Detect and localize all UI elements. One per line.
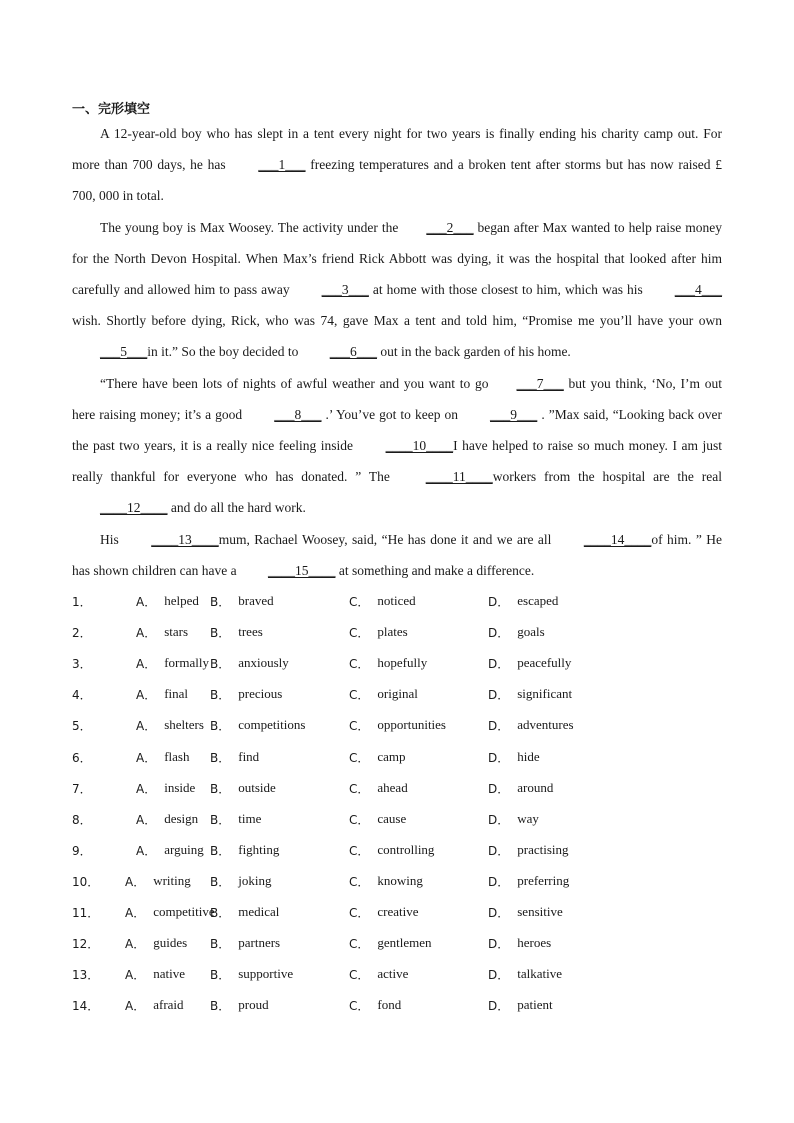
option-c[interactable] — [349, 811, 488, 828]
option-d[interactable] — [488, 935, 608, 952]
cloze-passage — [72, 118, 722, 586]
question-row — [72, 990, 722, 1021]
option-letter: A． — [136, 626, 157, 641]
option-a[interactable] — [136, 624, 210, 641]
option-a[interactable] — [136, 655, 210, 672]
option-letter: B． — [210, 968, 231, 983]
option-letter: B． — [210, 843, 231, 858]
blank-8: ___8___ — [274, 406, 322, 422]
option-c[interactable] — [349, 966, 488, 983]
question-row — [72, 617, 722, 648]
option-text: shelters — [164, 717, 204, 733]
option-letter: A． — [136, 719, 157, 734]
question-row — [72, 959, 722, 990]
option-d[interactable] — [488, 593, 608, 610]
option-a[interactable] — [136, 842, 210, 859]
option-c[interactable] — [349, 749, 488, 766]
question-row — [72, 897, 722, 928]
option-text: preferring — [517, 872, 570, 888]
question-row — [72, 586, 722, 617]
option-text: helped — [164, 593, 199, 609]
option-letter: C． — [349, 750, 370, 765]
option-c[interactable] — [349, 997, 488, 1014]
option-text: partners — [238, 935, 281, 951]
option-text: heroes — [517, 935, 552, 951]
option-b[interactable] — [210, 904, 349, 921]
option-b[interactable] — [210, 780, 349, 797]
option-letter: C． — [349, 812, 370, 827]
option-a[interactable] — [125, 935, 210, 952]
option-letter: C． — [349, 968, 370, 983]
blank-2: ___2___ — [426, 219, 474, 235]
passage-text: at something and make a difference. — [335, 562, 535, 578]
passage-text: at home with those closest to him, which was his — [368, 282, 647, 298]
option-letter: D． — [488, 843, 510, 858]
passage-text: .’ You’ve got to keep on — [321, 406, 463, 422]
option-letter: C． — [349, 595, 370, 610]
option-a[interactable] — [136, 780, 210, 797]
option-b[interactable] — [210, 935, 349, 952]
option-letter: B． — [210, 812, 231, 827]
option-text: original — [377, 686, 418, 702]
passage-text: but you think, ‘No, I’m out here raising money; it’s a good — [72, 375, 722, 422]
option-d[interactable] — [488, 780, 608, 797]
option-letter: C． — [349, 781, 370, 796]
blank-13: ____13____ — [151, 531, 219, 547]
passage-text: freezing temperatures and a broken tent after storms but has now raised £ 700, 000 in total. — [72, 157, 723, 204]
option-text: fighting — [238, 841, 280, 857]
option-letter: D． — [488, 874, 510, 889]
option-text: plates — [377, 624, 408, 640]
question-number: 13． — [72, 968, 100, 983]
option-text: hide — [517, 748, 540, 764]
option-d[interactable] — [488, 966, 608, 983]
option-text: goals — [517, 624, 545, 640]
option-text: flash — [164, 748, 190, 764]
option-d[interactable] — [488, 655, 608, 672]
option-text: guides — [153, 935, 188, 951]
option-letter: C． — [349, 999, 370, 1014]
option-letter: A． — [136, 657, 157, 672]
option-letter: A． — [136, 843, 157, 858]
option-text: anxiously — [238, 655, 289, 671]
option-text: opportunities — [377, 717, 446, 733]
option-letter: C． — [349, 657, 370, 672]
option-letter: A． — [125, 905, 146, 920]
passage-text: workers from the hospital are the real — [492, 469, 722, 485]
option-text: competitive — [153, 903, 215, 919]
option-letter: B． — [210, 999, 231, 1014]
option-c[interactable] — [349, 904, 488, 921]
option-letter: D． — [488, 595, 510, 610]
option-text: creative — [377, 903, 419, 919]
option-letter: B． — [210, 688, 231, 703]
question-number: 10． — [72, 874, 100, 889]
option-d[interactable] — [488, 624, 608, 641]
question-row — [72, 804, 722, 835]
option-text: medical — [238, 903, 280, 919]
option-text: knowing — [377, 872, 423, 888]
option-a[interactable] — [136, 717, 210, 734]
option-b[interactable] — [210, 624, 349, 641]
blank-15: ____15____ — [267, 562, 336, 578]
option-text: formally — [164, 655, 209, 671]
option-text: native — [153, 966, 185, 982]
option-text: practising — [517, 841, 569, 857]
option-text: competitions — [238, 717, 306, 733]
question-number: 3． — [72, 657, 92, 672]
option-d[interactable] — [488, 811, 608, 828]
option-letter: D． — [488, 657, 510, 672]
passage-text: “There have been lots of nights of awful weather and you want to go — [100, 375, 489, 391]
option-letter: D． — [488, 750, 510, 765]
passage-text: out in the back garden of his home. — [376, 344, 571, 360]
option-letter: D． — [488, 905, 510, 920]
question-number: 9． — [72, 843, 92, 858]
option-c[interactable] — [349, 935, 488, 952]
option-letter: A． — [136, 750, 157, 765]
passage-text: A 12-year-old boy who has slept in a tent every night for two years is finally ending his charity camp out. For more than 700 days, he has — [72, 126, 722, 173]
blank-3: ___3___ — [321, 282, 369, 298]
option-letter: A． — [125, 999, 146, 1014]
option-text: way — [517, 810, 539, 826]
passage-text: began after Max wanted to help raise money for the North Devon Hospital. When Max’s friend Rick Abbott was dying, it was the hospital that looked after him carefully and allowed him to pass away — [72, 219, 722, 298]
option-text: proud — [238, 997, 269, 1013]
option-text: fond — [377, 997, 402, 1013]
option-c[interactable] — [349, 624, 488, 641]
question-number: 2． — [72, 626, 92, 641]
option-d[interactable] — [488, 842, 608, 859]
option-a[interactable] — [125, 903, 215, 921]
option-letter: C． — [349, 688, 370, 703]
option-letter: A． — [125, 874, 146, 889]
option-text: braved — [238, 593, 274, 609]
option-a[interactable] — [125, 966, 210, 983]
option-text: inside — [164, 779, 196, 795]
option-d[interactable] — [488, 749, 608, 766]
question-number: 5． — [72, 719, 92, 734]
passage-text: . ”Max said, “Looking back over the past two years, it is a really nice feeling inside — [72, 406, 722, 454]
option-text: peacefully — [517, 655, 572, 671]
option-letter: B． — [210, 657, 231, 672]
option-letter: C． — [349, 874, 370, 889]
option-text: stars — [164, 624, 189, 640]
question-row — [72, 741, 722, 772]
option-a[interactable] — [136, 749, 210, 766]
question-number: 4． — [72, 688, 92, 703]
question-number: 7． — [72, 781, 92, 796]
option-letter: D． — [488, 719, 510, 734]
question-number: 1． — [72, 595, 92, 610]
option-b[interactable] — [210, 717, 349, 734]
option-text: sensitive — [517, 903, 563, 919]
question-row — [72, 710, 722, 741]
option-text: controlling — [377, 841, 435, 857]
option-letter: B． — [210, 937, 231, 952]
question-number: 11． — [72, 905, 100, 920]
question-number: 12． — [72, 937, 100, 952]
option-text: find — [238, 748, 260, 764]
option-text: around — [517, 779, 554, 795]
option-text: hopefully — [377, 655, 428, 671]
option-text: arguing — [164, 841, 204, 857]
option-a[interactable] — [125, 997, 210, 1014]
option-c[interactable] — [349, 842, 488, 859]
question-number: 6． — [72, 750, 92, 765]
blank-11: ____11____ — [425, 469, 493, 485]
passage-text: and do all the hard work. — [167, 500, 306, 516]
passage-text: I have helped to raise so much money. I am just really thankful for everyone who has donated. ” The — [72, 438, 722, 485]
question-row — [72, 835, 722, 866]
option-letter: A． — [125, 937, 146, 952]
option-letter: D． — [488, 812, 510, 827]
option-text: precious — [238, 686, 283, 702]
passage-text: His — [100, 531, 124, 547]
option-a[interactable] — [136, 811, 210, 828]
option-b[interactable] — [210, 655, 349, 672]
option-letter: D． — [488, 968, 510, 983]
blank-7: ___7___ — [516, 375, 564, 391]
option-letter: C． — [349, 937, 370, 952]
blank-4: ___4___ — [674, 282, 723, 298]
option-b[interactable] — [210, 593, 349, 610]
option-a[interactable] — [125, 873, 210, 890]
question-row — [72, 773, 722, 804]
option-c[interactable] — [349, 686, 488, 703]
passage-text: of him. ” He has shown children can have a — [72, 531, 722, 578]
option-text: joking — [238, 872, 272, 888]
option-letter: D． — [488, 626, 510, 641]
option-a[interactable] — [136, 593, 210, 610]
question-row — [72, 679, 722, 710]
option-letter: C． — [349, 843, 370, 858]
option-text: patient — [517, 997, 553, 1013]
option-letter: A． — [125, 968, 146, 983]
option-text: design — [164, 810, 199, 826]
option-text: final — [164, 686, 189, 702]
option-letter: A． — [136, 781, 157, 796]
paragraph-1 — [72, 118, 722, 212]
option-d[interactable] — [488, 717, 608, 734]
question-row — [72, 648, 722, 679]
question-row — [72, 866, 722, 897]
question-options-list — [72, 586, 722, 1021]
option-text: escaped — [517, 593, 559, 609]
option-text: trees — [238, 624, 263, 640]
option-text: supportive — [238, 966, 294, 982]
option-b[interactable] — [210, 811, 349, 828]
passage-text: mum, Rachael Woosey, said, “He has done it and we are all — [218, 531, 556, 547]
question-number: 14． — [72, 999, 100, 1014]
option-c[interactable] — [349, 655, 488, 672]
option-letter: C． — [349, 719, 370, 734]
question-number: 8． — [72, 812, 92, 827]
option-b[interactable] — [210, 749, 349, 766]
paragraph-3 — [72, 368, 722, 524]
blank-12: ____12____ — [100, 500, 168, 516]
blank-9: ___9___ — [490, 406, 538, 422]
paragraph-4 — [72, 524, 722, 586]
option-text: significant — [517, 686, 573, 702]
option-letter: D． — [488, 937, 510, 952]
option-text: adventures — [517, 717, 574, 733]
option-c[interactable] — [349, 717, 488, 734]
option-letter: C． — [349, 905, 370, 920]
option-text: active — [377, 966, 409, 982]
option-letter: D． — [488, 688, 510, 703]
option-letter: B． — [210, 719, 231, 734]
option-c[interactable] — [349, 593, 488, 610]
option-letter: B． — [210, 905, 231, 920]
option-d[interactable] — [488, 686, 608, 703]
question-row — [72, 928, 722, 959]
passage-text: wish. Shortly before dying, Rick, who was 74, gave Max a tent and told him, “Promise me you’ll have your own — [72, 313, 722, 329]
option-b[interactable] — [210, 686, 349, 703]
paragraph-2 — [72, 212, 722, 368]
blank-14: ____14____ — [583, 531, 652, 547]
option-text: afraid — [153, 997, 184, 1013]
option-text: outside — [238, 779, 276, 795]
passage-text: The young boy is Max Woosey. The activity under the — [100, 219, 399, 235]
option-text: time — [238, 810, 262, 826]
option-b[interactable] — [210, 842, 349, 859]
option-text: talkative — [517, 966, 563, 982]
option-letter: A． — [136, 812, 157, 827]
option-b[interactable] — [210, 997, 349, 1014]
option-letter: B． — [210, 874, 231, 889]
option-letter: A． — [136, 595, 157, 610]
option-d[interactable] — [488, 997, 608, 1014]
option-letter: B． — [210, 626, 231, 641]
option-b[interactable] — [210, 873, 349, 890]
option-letter: A． — [136, 688, 157, 703]
option-letter: B． — [210, 750, 231, 765]
option-d[interactable] — [488, 904, 608, 921]
blank-1: ___1___ — [258, 157, 306, 173]
option-b[interactable] — [210, 966, 349, 983]
passage-text: in it.” So the boy decided to — [147, 344, 302, 360]
option-d[interactable] — [488, 873, 608, 890]
option-text: cause — [377, 810, 407, 826]
option-text: ahead — [377, 779, 408, 795]
option-text: camp — [377, 748, 406, 764]
option-a[interactable] — [136, 686, 210, 703]
blank-10: ____10____ — [385, 438, 454, 454]
option-text: gentlemen — [377, 935, 432, 951]
blank-5: ___5___ — [100, 344, 148, 360]
option-c[interactable] — [349, 873, 488, 890]
option-letter: C． — [349, 626, 370, 641]
option-letter: B． — [210, 781, 231, 796]
blank-6: ___6___ — [329, 344, 377, 360]
option-text: writing — [153, 872, 191, 888]
section-heading: 一、完形填空 — [72, 102, 151, 117]
option-letter: D． — [488, 999, 510, 1014]
option-letter: D． — [488, 781, 510, 796]
option-text: noticed — [377, 593, 416, 609]
option-c[interactable] — [349, 780, 488, 797]
option-letter: B． — [210, 595, 231, 610]
